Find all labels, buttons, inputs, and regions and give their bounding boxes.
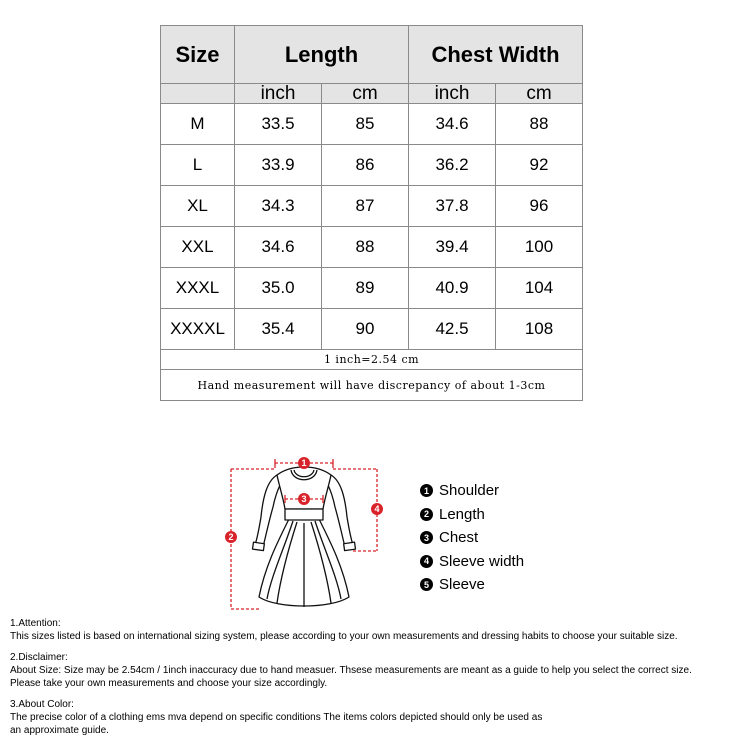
length-cm-cell: 86 <box>322 145 409 186</box>
header-row <box>161 26 583 84</box>
right-cuff <box>344 542 356 550</box>
legend-label: Sleeve <box>439 576 485 594</box>
header-chest-width: Chest Width <box>409 26 583 84</box>
chest-cm-cell: 104 <box>496 268 583 309</box>
length-cm-cell: 89 <box>322 268 409 309</box>
legend-label: Sleeve width <box>439 552 525 570</box>
disclaimer-block <box>10 651 745 690</box>
length-inch-cell: 35.0 <box>235 268 322 309</box>
length-cm-cell: 90 <box>322 309 409 350</box>
length-inch-cell: 33.9 <box>235 145 322 186</box>
legend-number: 4 <box>420 555 433 568</box>
color-text: The precise color of a clothing ems mva depend on specific conditions The items colors depicted should only be used as <box>10 712 543 723</box>
attention-title: 1.Attention: <box>10 618 61 629</box>
legend-number: 1 <box>420 484 433 497</box>
color-title: 3.About Color: <box>10 699 74 710</box>
legend-item <box>420 526 524 550</box>
attention-text: This sizes listed is based on international sizing system, please according to your own measurements and dressing habits to choose your suitable size. <box>10 631 678 642</box>
header-size: Size <box>161 26 235 84</box>
length-inch-cell: 35.4 <box>235 309 322 350</box>
chest-inch-cell: 39.4 <box>409 227 496 268</box>
table-row <box>161 104 583 145</box>
length-inch-cell: 34.6 <box>235 227 322 268</box>
chest-inch-cell: 40.9 <box>409 268 496 309</box>
skirt-folds <box>267 521 341 607</box>
chest-cm-cell: 96 <box>496 186 583 227</box>
left-cuff <box>253 542 265 550</box>
length-inch-cell: 33.5 <box>235 104 322 145</box>
legend-number: 2 <box>420 508 433 521</box>
size-cell: XXXL <box>161 268 235 309</box>
discrepancy-note: Hand measurement will have discrepancy of about 1-3cm <box>161 370 583 401</box>
unit-cell: inch <box>409 84 496 104</box>
color-block <box>10 698 745 737</box>
length-cm-cell: 87 <box>322 186 409 227</box>
color-text: an approximate guide. <box>10 725 109 736</box>
marker-length-label: 2 <box>228 532 234 542</box>
legend-item <box>420 503 524 527</box>
marker-sleeve-width-label: 4 <box>374 504 380 514</box>
table-row <box>161 309 583 350</box>
chest-cm-cell: 88 <box>496 104 583 145</box>
length-cm-cell: 85 <box>322 104 409 145</box>
table-row <box>161 186 583 227</box>
chest-cm-cell: 92 <box>496 145 583 186</box>
length-inch-cell: 34.3 <box>235 186 322 227</box>
legend-label: Shoulder <box>439 482 500 500</box>
chest-inch-cell: 34.6 <box>409 104 496 145</box>
measurement-legend <box>420 479 524 597</box>
chest-inch-cell: 37.8 <box>409 186 496 227</box>
size-cell: XL <box>161 186 235 227</box>
unit-cell: cm <box>496 84 583 104</box>
disclaimer-text: Please take your own measurements and choose your size accordingly. <box>10 678 328 689</box>
waistband <box>285 509 323 520</box>
legend-number: 5 <box>420 578 433 591</box>
left-sleeve <box>255 475 281 547</box>
dress-diagram <box>219 447 389 622</box>
marker-chest-label: 3 <box>301 494 307 504</box>
right-sleeve <box>327 475 353 547</box>
unit-cell: cm <box>322 84 409 104</box>
conversion-note-row <box>161 350 583 370</box>
header-length: Length <box>235 26 409 84</box>
legend-item <box>420 479 524 503</box>
unit-cell: inch <box>235 84 322 104</box>
size-cell: XXXXL <box>161 309 235 350</box>
size-chart-table <box>160 25 583 401</box>
chest-cm-cell: 100 <box>496 227 583 268</box>
size-cell: M <box>161 104 235 145</box>
unit-row <box>161 84 583 104</box>
chest-cm-cell: 108 <box>496 309 583 350</box>
conversion-note: 1 inch=2.54 cm <box>161 350 583 370</box>
notes-section <box>10 617 745 745</box>
legend-label: Length <box>439 505 485 523</box>
marker-shoulder-label: 1 <box>301 458 307 468</box>
legend-label: Chest <box>439 529 479 547</box>
table-row <box>161 145 583 186</box>
dress-illustration <box>253 467 356 607</box>
table-row <box>161 268 583 309</box>
legend-number: 3 <box>420 531 433 544</box>
table-row <box>161 227 583 268</box>
disclaimer-title: 2.Disclaimer: <box>10 652 68 663</box>
chest-inch-cell: 42.5 <box>409 309 496 350</box>
unit-cell-empty <box>161 84 235 104</box>
disclaimer-text: About Size: Size may be 2.54cm / 1inch inaccuracy due to hand measuer. Thsese measurements are meant as a guide to help you select the correct size. <box>10 665 692 676</box>
discrepancy-note-row <box>161 370 583 401</box>
legend-item <box>420 550 524 574</box>
legend-item <box>420 573 524 597</box>
attention-block <box>10 617 745 643</box>
length-cm-cell: 88 <box>322 227 409 268</box>
size-cell: XXL <box>161 227 235 268</box>
size-cell: L <box>161 145 235 186</box>
chest-inch-cell: 36.2 <box>409 145 496 186</box>
